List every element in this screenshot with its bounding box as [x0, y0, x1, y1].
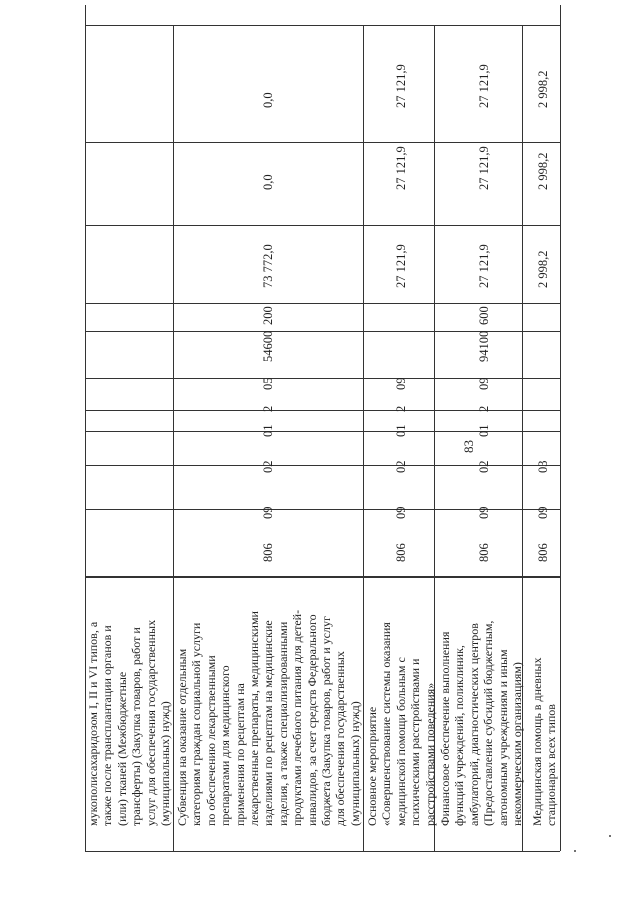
column-divider [85, 576, 560, 578]
row-4-target-2: 2 [477, 405, 491, 412]
row-5-subsection: 03 [536, 460, 550, 473]
row-divider-top [85, 5, 86, 25]
row-2-value-3: 0,0 [261, 92, 275, 108]
row-5-description: Медицинская помощь в дневных стационарах всех типов [530, 657, 559, 826]
row-3-target-1: 01 [394, 424, 408, 437]
row-2-value-1: 73 772,0 [261, 244, 275, 288]
row-3-value-1: 27 121,9 [394, 244, 408, 288]
row-2-section: 09 [261, 506, 275, 519]
row-5-section: 09 [536, 506, 550, 519]
row-2-subsection: 02 [261, 460, 275, 473]
row-2-expense-type: 200 [261, 306, 275, 325]
row-divider [173, 25, 174, 851]
row-2-target-2: 2 [261, 405, 275, 412]
row-4-target-3: 09 [477, 377, 491, 390]
column-divider [85, 225, 560, 226]
row-4-value-1: 27 121,9 [477, 244, 491, 288]
row-3-target-2: 2 [394, 405, 408, 412]
row-3-value-2: 27 121,9 [394, 146, 408, 190]
row-5-value-1: 2 998,2 [536, 250, 550, 288]
row-2-value-2: 0,0 [261, 174, 275, 190]
row-3-section: 09 [394, 506, 408, 519]
row-3-value-3: 27 121,9 [394, 64, 408, 108]
row-4-target-1: 01 [477, 424, 491, 437]
row-2-code: 806 [261, 543, 275, 562]
row-4-code: 806 [477, 543, 491, 562]
page-number: 83 [461, 440, 476, 453]
row-5-value-2: 2 998,2 [536, 152, 550, 190]
column-divider [85, 142, 560, 143]
row-3-code: 806 [394, 543, 408, 562]
row-4-target-4: 94100 [477, 330, 491, 362]
row-5-code: 806 [536, 543, 550, 562]
table-border-right [560, 25, 561, 851]
row-4-value-2: 27 121,9 [477, 146, 491, 190]
row-2-target-4: 54600 [261, 330, 275, 362]
row-4-section: 09 [477, 506, 491, 519]
row-3-target-3: 09 [394, 377, 408, 390]
row-4-subsection: 02 [477, 460, 491, 473]
row-3-subsection: 02 [394, 460, 408, 473]
row-4-expense-type: 600 [477, 306, 491, 325]
row-divider [363, 25, 364, 851]
scan-speck [574, 850, 576, 852]
row-2-target-1: 01 [261, 424, 275, 437]
table-border-top [85, 25, 560, 26]
row-divider-top [560, 5, 561, 25]
scan-speck [609, 835, 611, 837]
column-divider [85, 303, 560, 304]
row-5-value-3: 2 998,2 [536, 70, 550, 108]
row-2-target-3: 05 [261, 377, 275, 390]
table-border-bottom [85, 851, 560, 852]
row-1-description: мукополисахаридозом I, II и VI типов, а также после трансплантации органов и (или) тканей (Межбюджетные трансферты) (Закупка товаров, работ и услуг для обеспечения государственных (муниципальных) нужд) [86, 619, 173, 826]
row-4-description: Финансовое обеспечение выполнения функций учреждений, поликлиник, амбулаторий, диагностических центров (Предоставление субсидий бюджетным, автономным учреждениям и иным некоммерческим организациям) [438, 620, 525, 826]
row-4-value-3: 27 121,9 [477, 64, 491, 108]
row-3-description: Основное мероприятие «Совершенствование системы оказания медицинской помощи больным с психическими расстройствами и расстройствами поведения» [365, 622, 437, 826]
row-2-description: Субвенция на оказание отдельным категориям граждан социальной услуги по обеспечению лекарственными препаратами для медицинского применения по рецептам на лекарственные препараты, медицинскими изделиями по рецептам на медицинские изделия, а также специализированными продуктами лечебного питания для детей- инвалидов, за счет средств Федерального бюджета (Закупка товаров, работ и услуг для обеспечения государственных (муниципальных) нужд) [175, 609, 362, 826]
